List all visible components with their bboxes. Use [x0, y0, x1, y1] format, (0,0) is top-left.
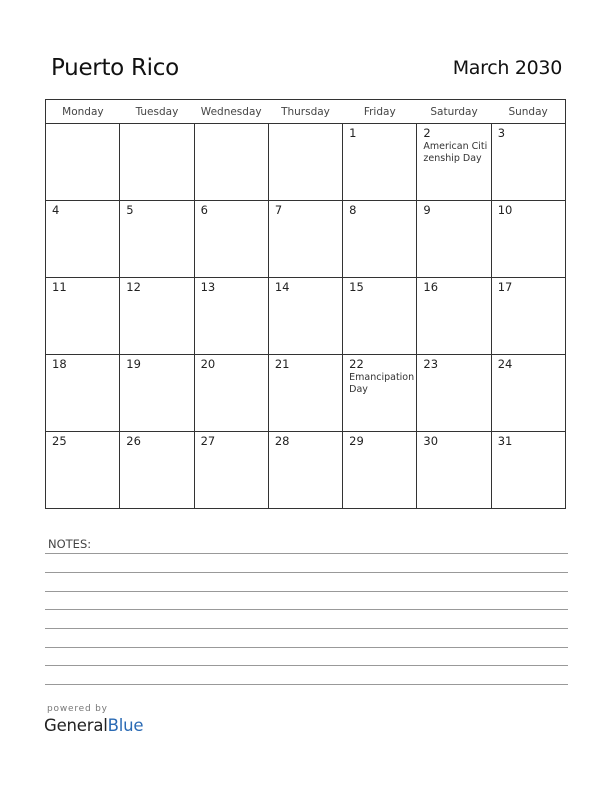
- notes-label: NOTES:: [48, 537, 92, 551]
- day-number: 22: [349, 357, 364, 371]
- day-cell: [194, 201, 268, 278]
- day-cell: [46, 432, 120, 509]
- calendar-grid: [45, 99, 566, 509]
- day-number: 15: [349, 280, 364, 294]
- week-row: [46, 432, 566, 509]
- day-cell: [268, 355, 342, 432]
- day-number: 10: [497, 203, 513, 217]
- weekday-header: Monday: [46, 100, 120, 124]
- day-cell: [194, 355, 268, 432]
- day-number: 24: [497, 357, 513, 371]
- generalblue-logo: [44, 716, 143, 735]
- day-number: 27: [200, 434, 216, 448]
- weekday-header: Wednesday: [194, 100, 268, 124]
- day-cell: [417, 432, 491, 509]
- day-number: 14: [274, 280, 290, 294]
- day-cell: [120, 432, 194, 509]
- notes-line: [45, 591, 568, 592]
- day-cell: [46, 278, 120, 355]
- day-number: 23: [423, 357, 439, 371]
- day-cell: [343, 124, 417, 201]
- day-number: 21: [274, 357, 290, 371]
- day-cell: [194, 432, 268, 509]
- day-number: 11: [52, 280, 67, 294]
- day-number: 31: [497, 434, 513, 448]
- weekday-header: Tuesday: [120, 100, 194, 124]
- day-cell: [46, 124, 120, 201]
- brand-general: General: [44, 716, 108, 735]
- day-cell: [491, 124, 565, 201]
- day-number: 19: [126, 357, 141, 371]
- day-cell: [120, 278, 194, 355]
- day-cell: [268, 432, 342, 509]
- day-number: 18: [52, 357, 67, 371]
- day-number: 20: [200, 357, 216, 371]
- weekday-header: Saturday: [417, 100, 491, 124]
- day-cell: [120, 201, 194, 278]
- day-cell: [343, 278, 417, 355]
- day-cell: [268, 201, 342, 278]
- holiday-label: American Citizenship Day: [423, 141, 488, 164]
- week-row: [46, 355, 566, 432]
- weekday-header-row: [46, 100, 566, 124]
- day-number: 26: [126, 434, 141, 448]
- day-number: 7: [274, 203, 283, 217]
- notes-line: [45, 665, 568, 666]
- powered-by-label: powered by: [47, 704, 108, 714]
- notes-line: [45, 684, 568, 685]
- day-number: 4: [52, 203, 60, 217]
- day-cell: [491, 432, 565, 509]
- day-cell: [194, 278, 268, 355]
- day-cell: [46, 355, 120, 432]
- day-number: 8: [349, 203, 357, 217]
- day-cell: [194, 124, 268, 201]
- day-cell: [120, 124, 194, 201]
- day-number: 13: [200, 280, 216, 294]
- day-cell: [343, 432, 417, 509]
- day-cell: [491, 278, 565, 355]
- week-row: [46, 124, 566, 201]
- day-number: 30: [423, 434, 439, 448]
- day-number: 25: [52, 434, 67, 448]
- notes-line: [45, 628, 568, 629]
- notes-line: [45, 572, 568, 573]
- calendar-country-title: Puerto Rico: [51, 55, 179, 81]
- day-cell: [268, 278, 342, 355]
- day-number: 29: [349, 434, 364, 448]
- day-cell: [417, 124, 491, 201]
- notes-line: [45, 609, 568, 610]
- weekday-header: Friday: [343, 100, 417, 124]
- day-cell: [491, 355, 565, 432]
- day-number: 5: [126, 203, 134, 217]
- day-cell: [46, 201, 120, 278]
- day-cell: [491, 201, 565, 278]
- day-cell: [343, 201, 417, 278]
- day-number: 6: [200, 203, 208, 217]
- day-number: 28: [274, 434, 290, 448]
- holiday-label: Emancipation Day: [349, 372, 415, 395]
- week-row: [46, 278, 566, 355]
- day-cell: [268, 124, 342, 201]
- day-cell: [417, 278, 491, 355]
- notes-line: [45, 647, 568, 648]
- weekday-header: Sunday: [491, 100, 565, 124]
- day-number: 1: [349, 126, 357, 140]
- day-cell: [120, 355, 194, 432]
- brand-blue: Blue: [107, 716, 144, 735]
- day-cell: [417, 355, 491, 432]
- day-number: 9: [423, 203, 431, 217]
- day-number: 2: [423, 126, 431, 140]
- calendar-month-title: March 2030: [452, 57, 562, 79]
- day-number: 16: [423, 280, 439, 294]
- week-row: [46, 201, 566, 278]
- day-number: 3: [497, 126, 506, 140]
- day-number: 12: [126, 280, 141, 294]
- day-number: 17: [497, 280, 513, 294]
- day-cell: [343, 355, 417, 432]
- notes-line: [45, 553, 568, 554]
- day-cell: [417, 201, 491, 278]
- weekday-header: Thursday: [268, 100, 342, 124]
